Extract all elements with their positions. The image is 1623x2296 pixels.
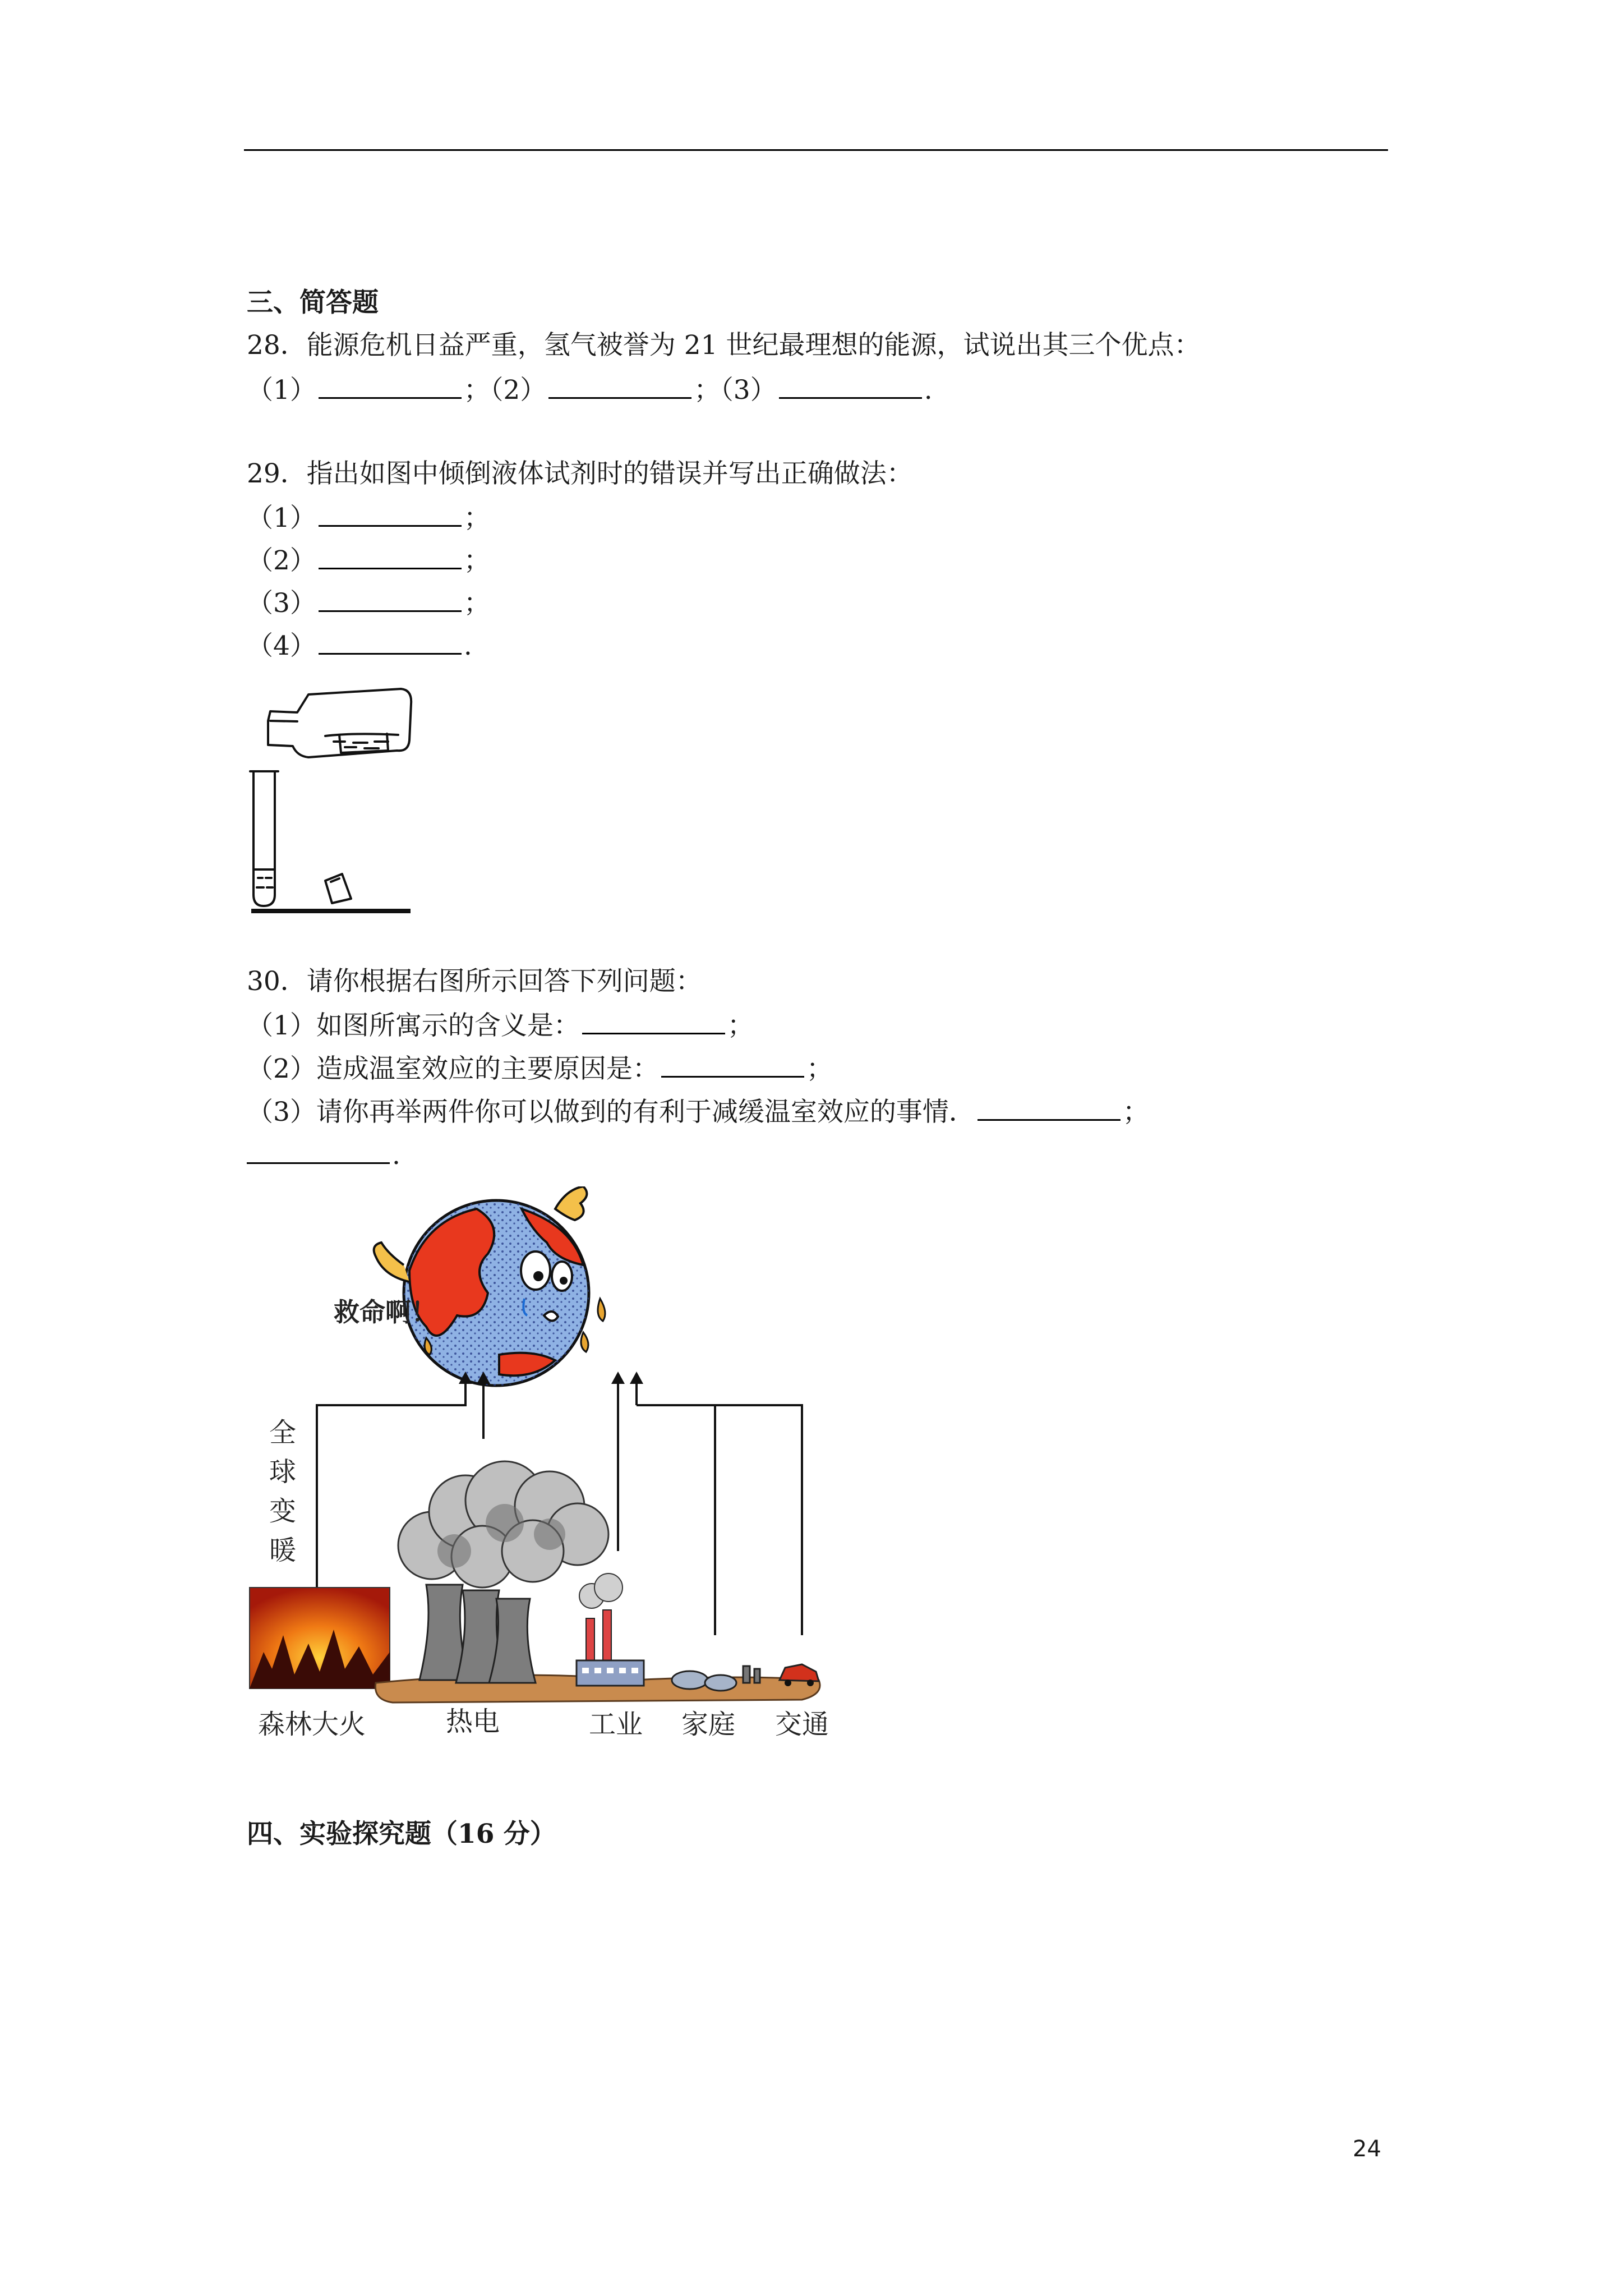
answer-end: .: [463, 631, 472, 661]
question-30-text: 30．请你根据右图所示回答下列问题：: [247, 966, 702, 997]
test-tube: [253, 771, 275, 906]
answer-blank[interactable]: [978, 1094, 1121, 1121]
svg-text:变: 变: [269, 1496, 297, 1527]
question-28-text: 28．能源危机日益严重，氢气被誉为 21 世纪最理想的能源，试说出其三个优点：: [247, 330, 1201, 361]
question-30-part-2: [247, 1051, 833, 1086]
answer-label: （3）: [247, 588, 316, 619]
answer-label: （2）: [247, 545, 316, 576]
question-29-text: 29．指出如图中倾倒液体试剂时的错误并写出正确做法：: [247, 458, 913, 489]
answer-end: ；: [727, 1010, 754, 1041]
section-heading: 四、实验探究题（16 分）: [247, 1819, 556, 1849]
svg-text:球: 球: [269, 1456, 297, 1488]
answer-blank[interactable]: [319, 543, 462, 569]
factory: [577, 1573, 644, 1686]
svg-text:热电: 热电: [446, 1706, 500, 1737]
page-number: 24: [1353, 2136, 1381, 2162]
question-28-answers: [247, 372, 933, 407]
cooling-towers: [419, 1585, 536, 1683]
answer-blank[interactable]: [247, 1138, 390, 1164]
answer-label: （4）: [247, 631, 316, 661]
answer-end: .: [924, 375, 933, 406]
answer-blank[interactable]: [661, 1051, 804, 1078]
earth-character: [374, 1186, 605, 1386]
answer-end: ；: [463, 545, 490, 576]
answer-separator: ；（2）: [463, 375, 547, 406]
section-heading: 三、简答题: [247, 287, 379, 318]
svg-text:森林大火: 森林大火: [258, 1709, 366, 1740]
global-warming-figure: [241, 1186, 858, 1742]
answer-end: .: [392, 1140, 400, 1171]
pouring-liquid-figure: [241, 679, 421, 920]
answer-end: ；: [463, 588, 490, 619]
svg-text:暖: 暖: [269, 1535, 297, 1566]
answer-end: ；: [463, 503, 490, 533]
answer-blank[interactable]: [548, 372, 691, 399]
speech-text: 救命啊！: [334, 1297, 437, 1327]
answer-separator: ；（3）: [694, 375, 777, 406]
answer-blank[interactable]: [319, 500, 462, 527]
svg-text:全: 全: [269, 1417, 297, 1448]
question-30-part-1: [247, 1008, 754, 1043]
global-warming-vertical-label: [269, 1417, 296, 1566]
answer-blank[interactable]: [319, 628, 462, 655]
question-29-item: [247, 628, 472, 663]
answer-blank[interactable]: [319, 372, 462, 399]
answer-blank[interactable]: [779, 372, 922, 399]
question-30-part-3: [247, 1094, 1149, 1129]
answer-blank[interactable]: [582, 1008, 725, 1034]
svg-text:工业: 工业: [589, 1709, 643, 1740]
question-29-item: [247, 543, 490, 578]
question-30-part-1-text: （1）如图所寓示的含义是：: [247, 1010, 580, 1041]
answer-end: ；: [806, 1053, 833, 1084]
answer-end: ；: [1122, 1097, 1149, 1128]
svg-text:家庭: 家庭: [681, 1709, 736, 1740]
question-30-part-3-continued: [247, 1138, 400, 1172]
source-labels: [258, 1706, 829, 1740]
question-30-part-2-text: （2）造成温室效应的主要原因是：: [247, 1053, 659, 1084]
svg-text:交通: 交通: [775, 1709, 829, 1740]
forest-fire-image: [250, 1588, 390, 1688]
answer-label: （1）: [247, 503, 316, 533]
header-rule: [244, 149, 1388, 151]
answer-blank[interactable]: [319, 586, 462, 612]
table-surface: [251, 909, 411, 913]
question-29-item: [247, 500, 490, 535]
answer-label: （1）: [247, 375, 316, 406]
question-30-part-3-text: （3）请你再举两件你可以做到的有利于减缓温室效应的事情．: [247, 1097, 975, 1128]
question-29-item: [247, 586, 490, 620]
